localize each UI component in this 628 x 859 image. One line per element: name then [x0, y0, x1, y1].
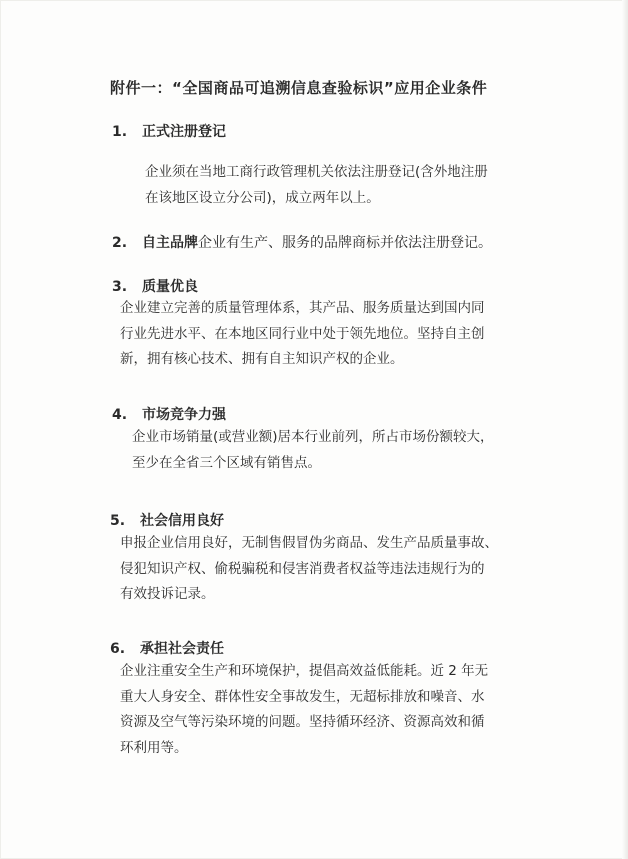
item-4-line: 至少在全省三个区域有销售点。 — [132, 454, 321, 471]
item-1-title: 正式注册登记 — [142, 124, 226, 140]
item-1-number: 1. — [112, 124, 128, 140]
item-3-line: 新，拥有核心技术、拥有自主知识产权的企业。 — [120, 351, 404, 367]
item-6-line: 企业注重安全生产和环境保护，提倡高效益低能耗。近 2 年无 — [120, 663, 489, 679]
item-6-body — [120, 659, 488, 761]
item-1-line: 企业须在当地工商行政管理机关依法注册登记(含外地注册 — [145, 164, 488, 180]
item-4-number: 4. — [112, 407, 128, 423]
item-5-number: 5. — [110, 513, 126, 529]
item-6-line: 资源及空气等污染环境的问题。坚持循环经济、资源高效和循 — [120, 714, 485, 730]
item-4-body — [132, 425, 494, 476]
item-1-body — [145, 160, 488, 211]
item-5-body — [120, 531, 498, 608]
item-5-line: 申报企业信用良好，无制售假冒伪劣商品、发生产品质量事故、 — [120, 535, 498, 551]
item-5-heading — [110, 510, 224, 530]
item-4-heading — [112, 404, 226, 424]
item-3-line: 行业先进水平、在本地区同行业中处于领先地位。坚持自主创 — [120, 325, 485, 342]
item-2-text: 企业有生产、服务的品牌商标并依法注册登记。 — [198, 235, 492, 251]
item-6-heading — [110, 638, 224, 658]
item-6-number: 6. — [110, 641, 126, 657]
item-6-title: 承担社会责任 — [140, 641, 224, 657]
item-3-title: 质量优良 — [142, 279, 198, 295]
item-2-number: 2. — [112, 235, 128, 251]
item-2 — [112, 232, 492, 252]
item-1-line: 在该地区设立分公司)，成立两年以上。 — [145, 189, 380, 206]
item-5-line: 有效投诉记录。 — [120, 586, 215, 602]
item-4-line: 企业市场销量(或营业额)居本行业前列，所占市场份额较大， — [132, 429, 494, 445]
document-title: 附件一：“全国商品可追溯信息查验标识”应用企业条件 — [110, 79, 488, 97]
item-6-line: 重大人身安全、群体性安全事故发生，无超标排放和噪音、水 — [120, 688, 485, 705]
item-6-line: 环利用等。 — [120, 739, 188, 756]
item-5-line: 侵犯知识产权、偷税骗税和侵害消费者权益等违法违规行为的 — [120, 560, 485, 577]
item-5-title: 社会信用良好 — [140, 513, 224, 529]
item-2-title: 自主品牌 — [142, 235, 198, 251]
item-4-title: 市场竞争力强 — [142, 407, 226, 423]
item-3-heading — [112, 276, 198, 296]
item-1-heading — [112, 121, 226, 141]
item-3-number: 3. — [112, 279, 128, 295]
page-edge-shadow — [622, 0, 628, 859]
item-3-body — [120, 296, 485, 373]
item-3-line: 企业建立完善的质量管理体系，其产品、服务质量达到国内同 — [120, 300, 485, 316]
